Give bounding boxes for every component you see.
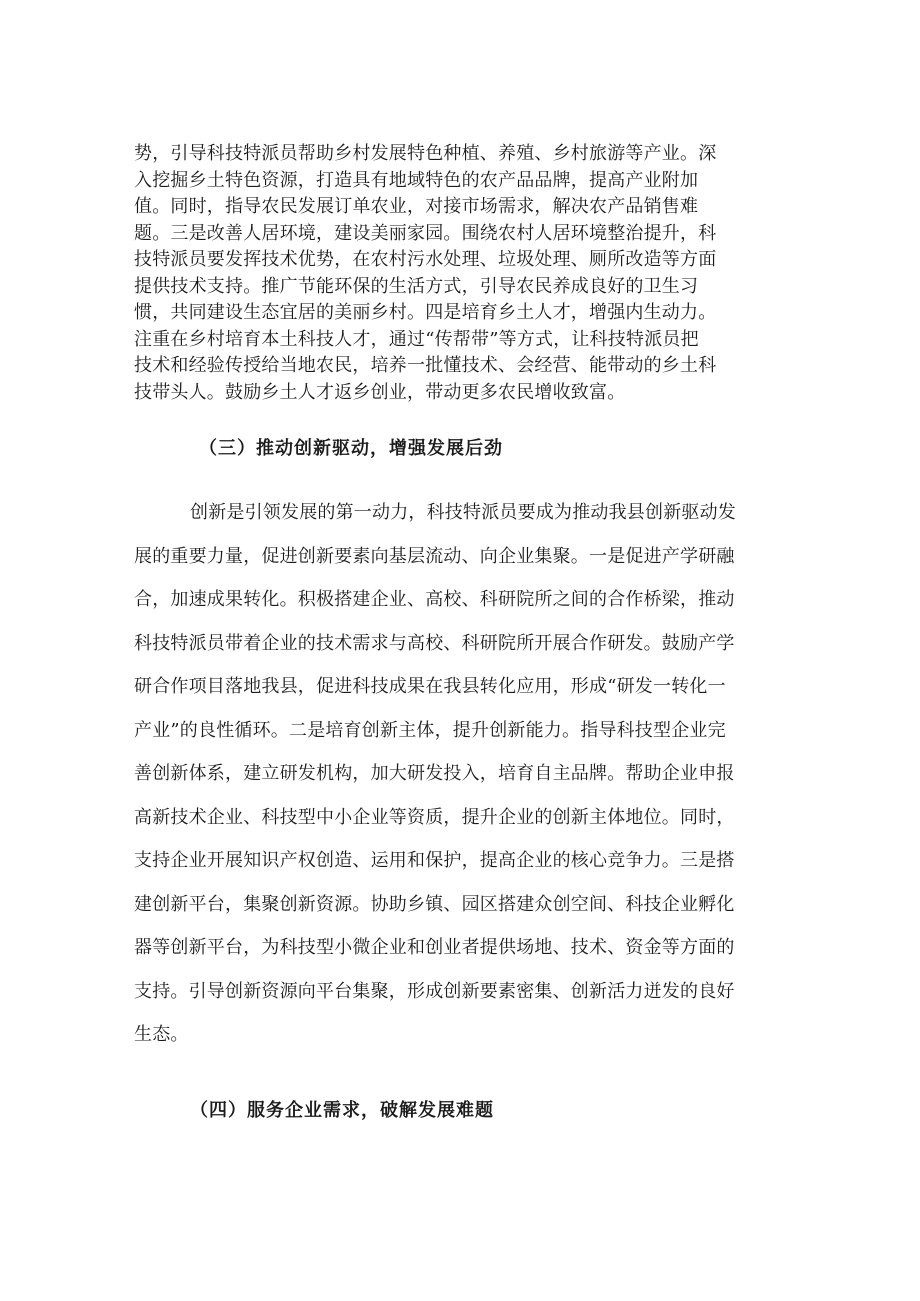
text-line: 科技特派员带着企业的技术需求与高校、科研院所开展合作研发。鼓励产学 <box>134 632 735 654</box>
text-line: 展的重要力量，促进创新要素向基层流动、向企业集聚。一是促进产学研融 <box>134 545 735 567</box>
text-line: 题。三是改善人居环境，建设美丽家园。围绕农村人居环境整治提升，科 <box>134 222 717 244</box>
text-line: 技术和经验传授给当地农民，培养一批懂技术、会经营、能带动的乡土科 <box>134 355 717 376</box>
section-heading-3: （三）推动创新驱动，增强发展后劲 <box>199 438 503 459</box>
paragraph-innovation-driven <box>134 491 799 1057</box>
text-line: 支持企业开展知识产权创造、运用和保护，提高企业的核心竞争力。三是搭 <box>134 850 735 871</box>
text-line: 创新是引领发展的第一动力，科技特派员要成为推动我县创新驱动发 <box>190 502 736 523</box>
text-line: 技带头人。鼓励乡土人才返乡创业，带动更多农民增收致富。 <box>134 381 626 403</box>
text-line: 入挖掘乡土特色资源，打造具有地域特色的农产品品牌，提高产业附加 <box>134 169 699 191</box>
text-line: 提供技术支持。推广节能环保的生活方式，引导农民养成良好的卫生习 <box>134 275 699 297</box>
text-line: 技特派员要发挥技术优势，在农村污水处理、垃圾处理、厕所改造等方面 <box>134 249 717 270</box>
text-line: 善创新体系，建立研发机构，加大研发投入，培育自主品牌。帮助企业申报 <box>134 763 735 784</box>
text-line: 建创新平台，集聚创新资源。协助乡镇、园区搭建众创空间、科技企业孵化 <box>134 893 735 915</box>
text-line: 支持。引导创新资源向平台集聚，形成创新要素密集、创新活力迸发的良好 <box>134 980 735 1002</box>
text-line: 注重在乡村培育本土科技人才，通过“传帮带”等方式，让科技特派员把 <box>134 328 699 350</box>
text-line: 合，加速成果转化。积极搭建企业、高校、科研院所之间的合作桥梁，推动 <box>134 589 735 610</box>
text-line: 高新技术企业、科技型中小企业等资质，提升企业的创新主体地位。同时， <box>134 806 735 828</box>
text-line: 研合作项目落地我县，促进科技成果在我县转化应用，形成“研发一转化一 <box>134 676 726 697</box>
text-line: 器等创新平台，为科技型小微企业和创业者提供场地、技术、资金等方面的 <box>134 937 735 958</box>
text-line: 势，引导科技特派员帮助乡村发展特色种植、养殖、乡村旅游等产业。深 <box>134 143 717 164</box>
text-line: 生态。 <box>134 1024 189 1045</box>
paragraph-rural-revitalization <box>134 141 799 406</box>
text-line: 产业”的良性循环。二是培育创新主体，提升创新能力。指导科技型企业完 <box>134 719 726 741</box>
text-line: 惯，共同建设生态宜居的美丽乡村。四是培育乡土人才，增强内生动力。 <box>134 302 717 323</box>
text-line: 值。同时，指导农民发展订单农业，对接市场需求，解决农产品销售难 <box>134 196 699 217</box>
section-heading-4: （四）服务企业需求，破解发展难题 <box>190 1100 494 1121</box>
